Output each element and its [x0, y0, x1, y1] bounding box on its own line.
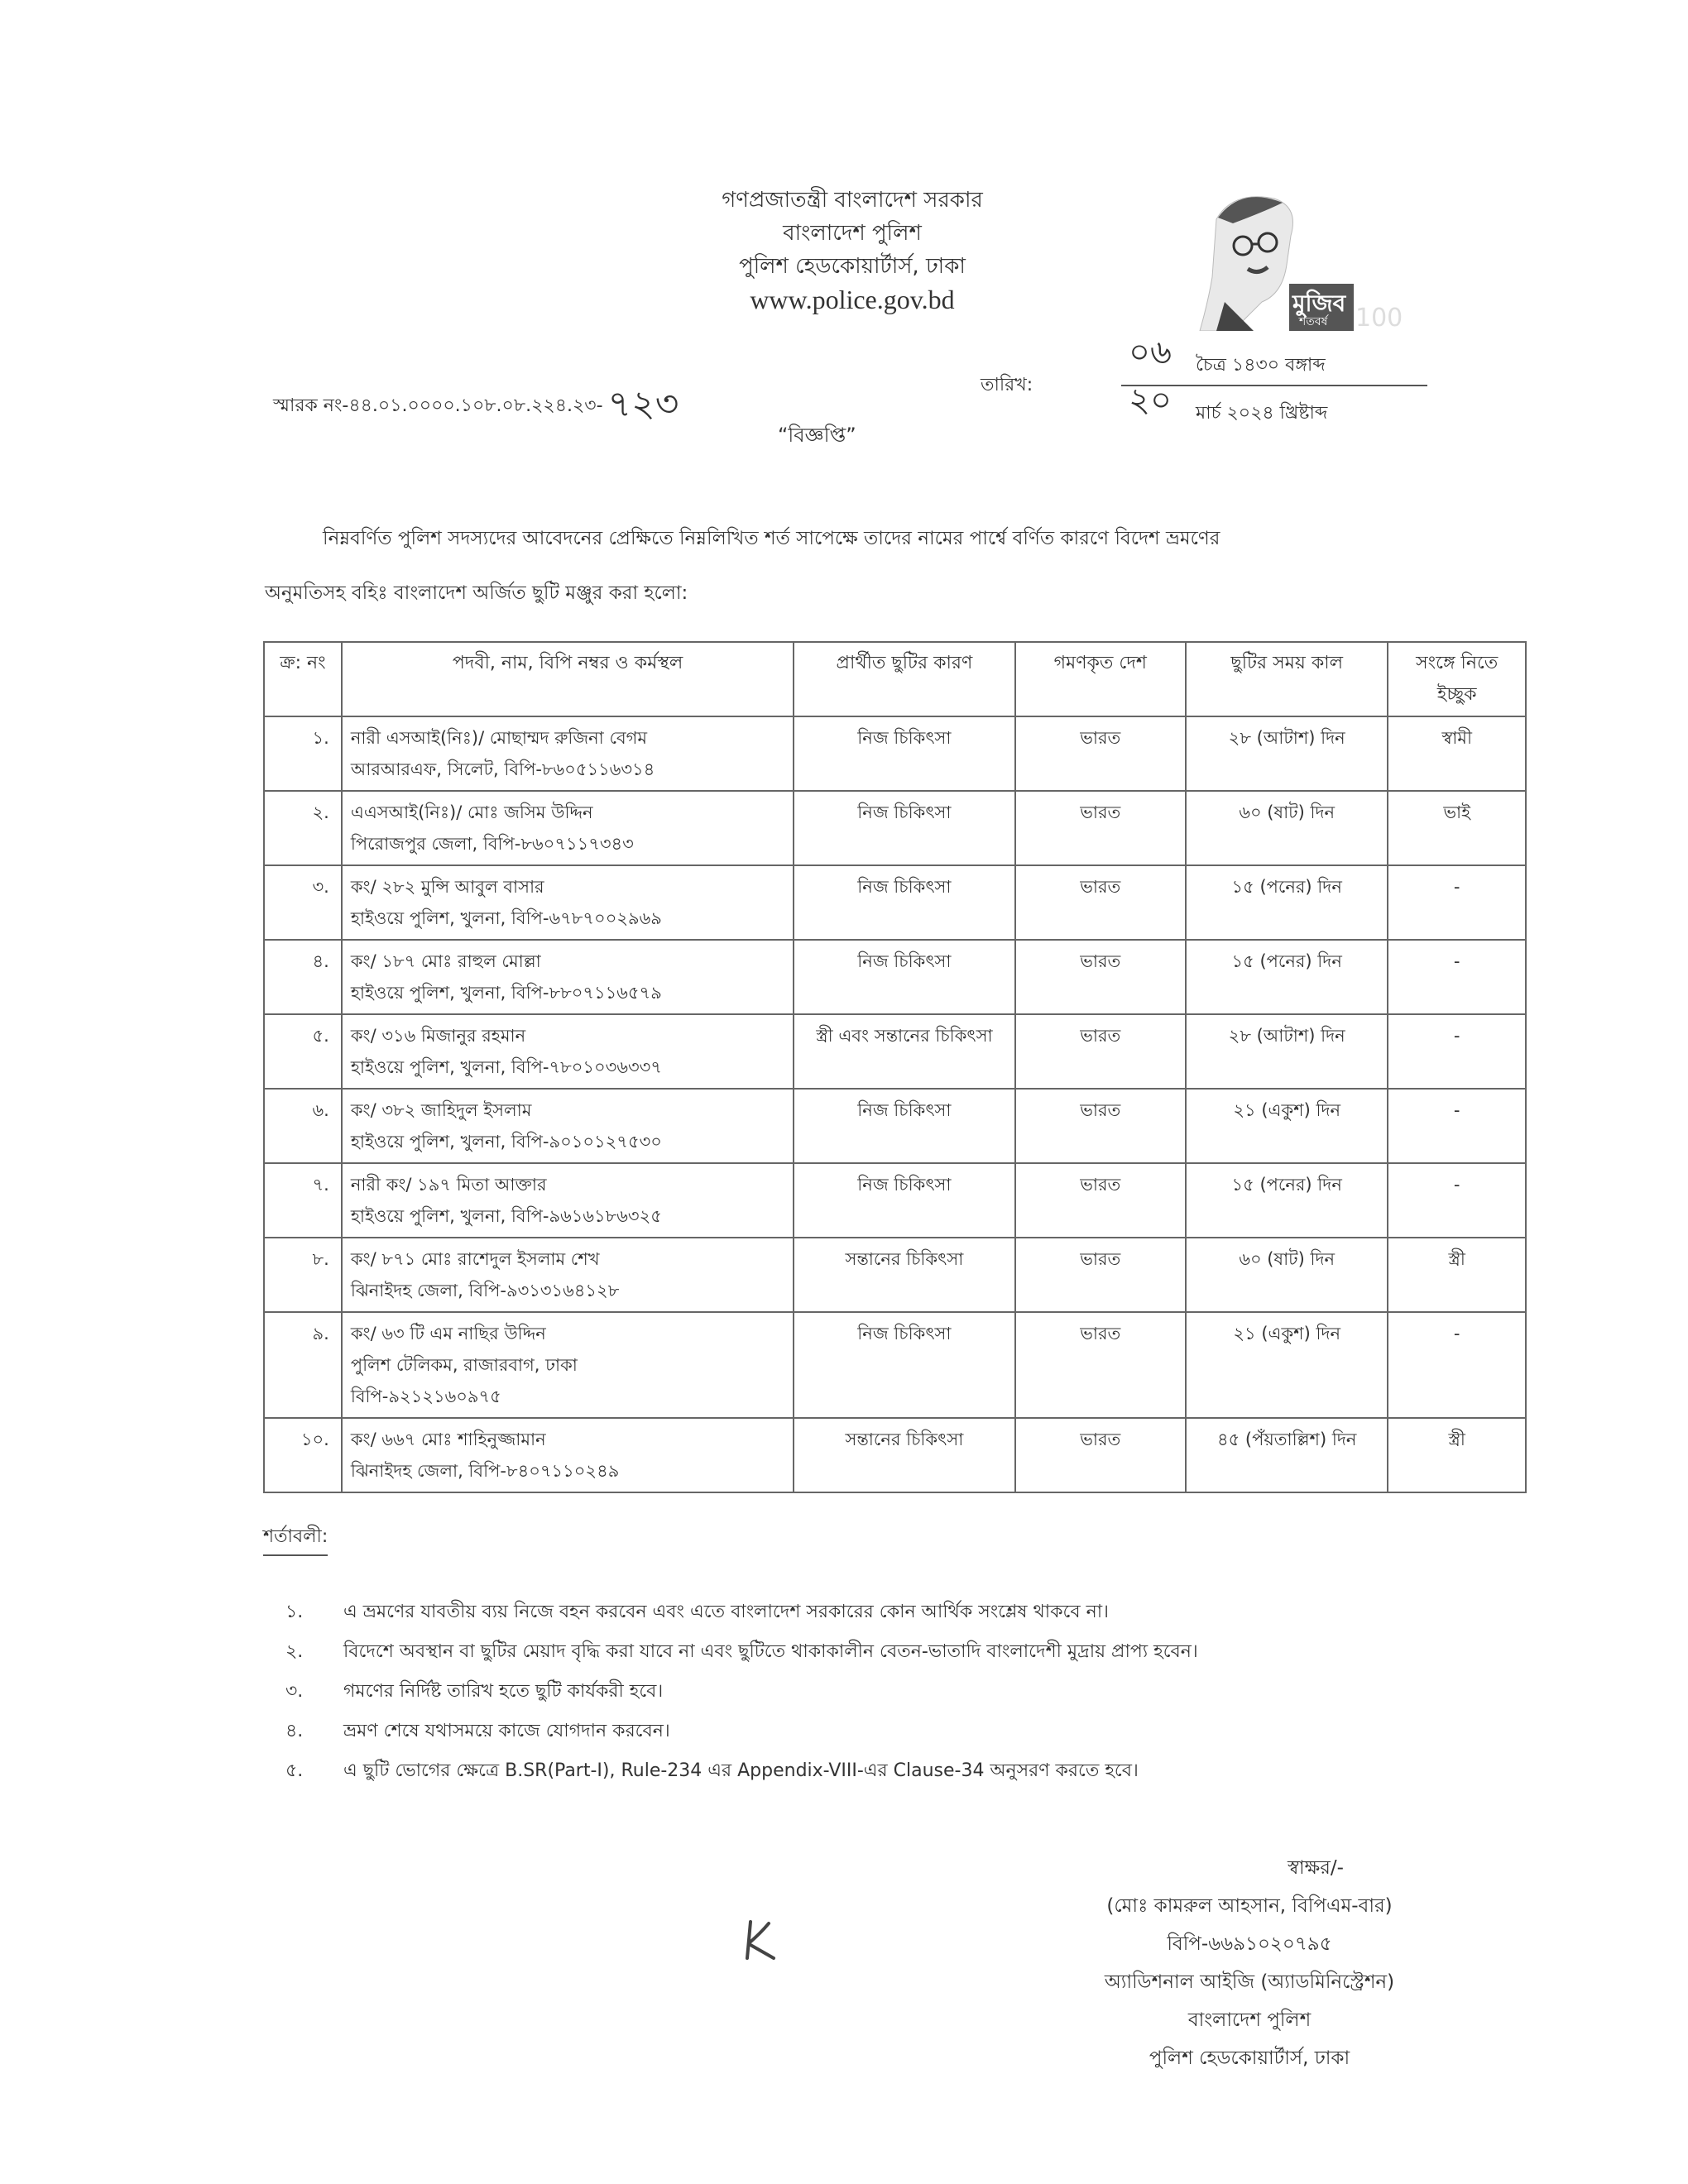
table-header-row: [264, 642, 1526, 716]
signatory-designation: অ্যাডিশনাল আইজি (অ্যাডমিনিস্ট্রেশন): [1104, 1971, 1395, 1993]
name-line: কং/ ২৮২ মুন্সি আবুল বাসার: [350, 877, 544, 897]
cell-period: ১৫ (পনের) দিন: [1186, 940, 1388, 1014]
cell-reason: স্ত্রী এবং সন্তানের চিকিৎসা: [794, 1014, 1014, 1089]
mujib-centenary-logo: [1183, 186, 1431, 331]
signatory-bp: বিপি-৬৬৯১০২০৭৯৫: [1167, 1933, 1332, 1955]
website-text: www.police.gov.bd: [750, 285, 955, 314]
cell-reason: নিজ চিকিৎসা: [794, 716, 1014, 791]
cell-companion: স্ত্রী: [1388, 1418, 1526, 1492]
conditions-list: [285, 1592, 1527, 1791]
office-name: পুলিশ হেডকোয়ার্টার্স, ঢাকা: [739, 254, 966, 279]
memo-number: [273, 376, 679, 437]
signatory-org: বাংলাদেশ পুলিশ: [1187, 2009, 1312, 2031]
cell-serial: ৩.: [264, 865, 342, 940]
cell-serial: ৭.: [264, 1163, 342, 1238]
cell-period: ৬০ (ষাট) দিন: [1186, 1238, 1388, 1312]
cell-country: ভারত: [1015, 1238, 1186, 1312]
condition-number: ৫.: [285, 1760, 304, 1781]
condition-number: ৩.: [285, 1680, 304, 1702]
cell-period: ১৫ (পনের) দিন: [1186, 865, 1388, 940]
name-line: হাইওয়ে পুলিশ, খুলনা, বিপি-৭৮০১০৩৬৩৩৭: [350, 1057, 662, 1077]
header-country: গমণকৃত দেশ: [1015, 642, 1186, 716]
gregorian-date: [1121, 381, 1427, 429]
name-line: এএসআই(নিঃ)/ মোঃ জসিম উদ্দিন: [350, 802, 593, 822]
cell-country: ভারত: [1015, 1418, 1186, 1492]
cell-reason: নিজ চিকিৎসা: [794, 1089, 1014, 1163]
cell-reason: সন্তানের চিকিৎসা: [794, 1238, 1014, 1312]
intro-line-2: অনুমতিসহ বহিঃ বাংলাদেশ অর্জিত ছুটি মঞ্জুর করা হলো:: [265, 582, 688, 604]
cell-period: ২১ (একুশ) দিন: [1186, 1312, 1388, 1418]
cell-companion: -: [1388, 1312, 1526, 1418]
cell-companion: -: [1388, 940, 1526, 1014]
table-row: [264, 940, 1526, 1014]
bangla-date-rest: চৈত্র ১৪৩০ বঙ্গাব্দ: [1196, 355, 1326, 376]
condition-item: [285, 1592, 1527, 1632]
name-line: পিরোজপুর জেলা, বিপি-৮৬০৭১১৭৩৪৩: [350, 834, 634, 854]
pen-mark-icon: [732, 1915, 782, 1965]
conditions-heading: শর্তাবলী:: [263, 1522, 328, 1556]
header-reason: প্রার্থীত ছুটির কারণ: [794, 642, 1014, 716]
cell-name: [342, 1238, 794, 1312]
cell-reason: সন্তানের চিকিৎসা: [794, 1418, 1014, 1492]
name-line: পুলিশ টেলিকম, রাজারবাগ, ঢাকা: [350, 1355, 578, 1375]
name-line: আরআরএফ, সিলেট, বিপি-৮৬০৫১১৬৩১৪: [350, 759, 655, 779]
cell-companion: -: [1388, 865, 1526, 940]
government-name: গণপ্রজাতন্ত্রী বাংলাদেশ সরকার: [722, 188, 983, 213]
cell-country: ভারত: [1015, 865, 1186, 940]
table-row: [264, 1312, 1526, 1418]
intro-paragraph: [265, 511, 1531, 620]
header-name: পদবী, নাম, বিপি নম্বর ও কর্মস্থল: [342, 642, 794, 716]
table-body: [264, 716, 1526, 1492]
table-row: [264, 1014, 1526, 1089]
condition-text: বিদেশে অবস্থান বা ছুটির মেয়াদ বৃদ্ধি করা যাবে না এবং ছুটিতে থাকাকালীন বেতন-ভাতাদি বাংলাদেশী মুদ্রায় প্রাপ্য হবেন।: [343, 1640, 1198, 1662]
gregorian-date-day: ২০: [1128, 381, 1172, 419]
cell-reason: নিজ চিকিৎসা: [794, 1312, 1014, 1418]
name-line: হাইওয়ে পুলিশ, খুলনা, বিপি-৬৭৮৭০০২৯৬৯: [350, 908, 662, 928]
header-serial: ক্র: নং: [264, 642, 342, 716]
notice-title: “বিজ্ঞপ্তি”: [778, 424, 856, 447]
logo-number: 100: [1355, 304, 1403, 333]
name-line: হাইওয়ে পুলিশ, খুলনা, বিপি-৮৮০৭১১৬৫৭৯: [350, 983, 662, 1003]
cell-name: [342, 865, 794, 940]
letterhead: [579, 184, 1125, 316]
table-row: [264, 716, 1526, 791]
cell-period: ৬০ (ষাট) দিন: [1186, 791, 1388, 865]
condition-text: এ ভ্রমণের যাবতীয় ব্যয় নিজে বহন করবেন এবং এতে বাংলাদেশ সরকারের কোন আর্থিক সংশ্লেষ থাকবে না।: [343, 1601, 1109, 1622]
cell-country: ভারত: [1015, 1312, 1186, 1418]
condition-number: ২.: [285, 1640, 304, 1662]
condition-item: [285, 1632, 1527, 1672]
name-line: কং/ ৩৮২ জাহিদুল ইসলাম: [350, 1100, 532, 1120]
table-row: [264, 1238, 1526, 1312]
name-line: নারী এসআই(নিঃ)/ মোছাম্মদ রুজিনা বেগম: [350, 728, 648, 748]
condition-text: এ ছুটি ভোগের ক্ষেত্রে B.SR(Part-I), Rule-234 এর Appendix-VIII-এর Clause-34 অনুসরণ করতে হবে।: [343, 1760, 1139, 1781]
condition-item: [285, 1712, 1527, 1751]
name-line: হাইওয়ে পুলিশ, খুলনা, বিপি-৯৬১৬১৮৬৩২৫: [350, 1206, 662, 1226]
condition-text: গমণের নির্দিষ্ট তারিখ হতে ছুটি কার্যকরী হবে।: [343, 1680, 664, 1702]
header-companion: সংঙ্গে নিতে ইচ্ছুক: [1388, 642, 1526, 716]
date-block: [1121, 333, 1427, 429]
table-row: [264, 791, 1526, 865]
signatory-office: পুলিশ হেডকোয়ার্টার্স, ঢাকা: [1149, 2048, 1350, 2069]
cell-name: [342, 1418, 794, 1492]
logo-text: মুজিব: [1292, 290, 1346, 317]
name-line: কং/ ৬৬৭ মোঃ শাহিনুজ্জামান: [350, 1430, 546, 1449]
department-name: বাংলাদেশ পুলিশ: [783, 221, 922, 246]
signature-label: স্বাক্ষর/-: [1287, 1857, 1344, 1879]
cell-period: ২১ (একুশ) দিন: [1186, 1089, 1388, 1163]
condition-number: ৪.: [285, 1720, 304, 1741]
cell-name: [342, 1014, 794, 1089]
condition-number: ১.: [285, 1601, 304, 1622]
cell-period: ২৮ (আটাশ) দিন: [1186, 1014, 1388, 1089]
cell-companion: ভাই: [1388, 791, 1526, 865]
name-line: ঝিনাইদহ জেলা, বিপি-৮৪০৭১১০২৪৯: [350, 1461, 620, 1481]
cell-name: [342, 791, 794, 865]
cell-name: [342, 1089, 794, 1163]
cell-country: ভারত: [1015, 1163, 1186, 1238]
cell-companion: -: [1388, 1014, 1526, 1089]
cell-country: ভারত: [1015, 716, 1186, 791]
signatory-name: (মোঃ কামরুল আহসান, বিপিএম-বার): [1106, 1895, 1393, 1917]
condition-text: ভ্রমণ শেষে যথাসময়ে কাজে যোগদান করবেন।: [343, 1720, 670, 1741]
name-line: কং/ ৩১৬ মিজানুর রহমান: [350, 1026, 526, 1046]
name-line: কং/ ৬৩ টি এম নাছির উদ্দিন: [350, 1324, 546, 1343]
cell-period: ১৫ (পনের) দিন: [1186, 1163, 1388, 1238]
cell-serial: ৬.: [264, 1089, 342, 1163]
name-line: হাইওয়ে পুলিশ, খুলনা, বিপি-৯০১০১২৭৫৩০: [350, 1132, 662, 1152]
table-row: [264, 1418, 1526, 1492]
cell-companion: স্বামী: [1388, 716, 1526, 791]
name-line: কং/ ১৮৭ মোঃ রাহুল মোল্লা: [350, 951, 541, 971]
cell-serial: ১.: [264, 716, 342, 791]
cell-serial: ৯.: [264, 1312, 342, 1418]
cell-period: ২৮ (আটাশ) দিন: [1186, 716, 1388, 791]
cell-reason: নিজ চিকিৎসা: [794, 940, 1014, 1014]
table-row: [264, 1163, 1526, 1238]
date-label: তারিখ:: [981, 375, 1033, 395]
cell-name: [342, 940, 794, 1014]
logo-subtext: শতবর্ষ: [1299, 315, 1328, 328]
cell-reason: নিজ চিকিৎসা: [794, 1163, 1014, 1238]
cell-companion: স্ত্রী: [1388, 1238, 1526, 1312]
cell-serial: ৫.: [264, 1014, 342, 1089]
table-row: [264, 865, 1526, 940]
condition-item: [285, 1751, 1527, 1791]
table-row: [264, 1089, 1526, 1163]
cell-reason: নিজ চিকিৎসা: [794, 791, 1014, 865]
name-line: কং/ ৮৭১ মোঃ রাশেদুল ইসলাম শেখ: [350, 1249, 600, 1269]
name-line: ঝিনাইদহ জেলা, বিপি-৯৩১৩১৬৪১২৮: [350, 1281, 620, 1300]
cell-serial: ৪.: [264, 940, 342, 1014]
name-line: বিপি-৯২১২১৬০৯৭৫: [350, 1387, 501, 1406]
intro-line-1: নিম্নবর্ণিত পুলিশ সদস্যদের আবেদনের প্রেক্ষিতে নিম্নলিখিত শর্ত সাপেক্ষে তাদের নামের পার্শ্বে বর্ণিত কারণে বিদেশ ভ্রমণের: [323, 528, 1220, 549]
cell-reason: নিজ চিকিৎসা: [794, 865, 1014, 940]
cell-name: [342, 716, 794, 791]
memo-prefix: স্মারক নং-৪৪.০১.০০০০.১০৮.০৮.২২৪.২৩-: [273, 395, 603, 416]
cell-country: ভারত: [1015, 791, 1186, 865]
header-period: ছুটির সময় কাল: [1186, 642, 1388, 716]
cell-serial: ৮.: [264, 1238, 342, 1312]
cell-period: ৪৫ (পঁয়তাল্লিশ) দিন: [1186, 1418, 1388, 1492]
cell-country: ভারত: [1015, 1014, 1186, 1089]
gregorian-date-rest: মার্চ ২০২৪ খ্রিষ্টাব্দ: [1196, 403, 1328, 424]
name-line: নারী কং/ ১৯৭ মিতা আক্তার: [350, 1175, 547, 1195]
signature-block: [1034, 1849, 1465, 2077]
bangla-date-day: ০৬: [1128, 333, 1172, 371]
cell-serial: ১০.: [264, 1418, 342, 1492]
handwritten-mark: [732, 1915, 782, 1965]
memo-handwritten-number: ৭২৩: [607, 383, 679, 425]
cell-name: [342, 1163, 794, 1238]
cell-country: ভারত: [1015, 1089, 1186, 1163]
cell-companion: -: [1388, 1089, 1526, 1163]
cell-country: ভারত: [1015, 940, 1186, 1014]
leave-approval-table: [263, 641, 1527, 1493]
cell-serial: ২.: [264, 791, 342, 865]
condition-item: [285, 1672, 1527, 1712]
cell-name: [342, 1312, 794, 1418]
cell-companion: -: [1388, 1163, 1526, 1238]
